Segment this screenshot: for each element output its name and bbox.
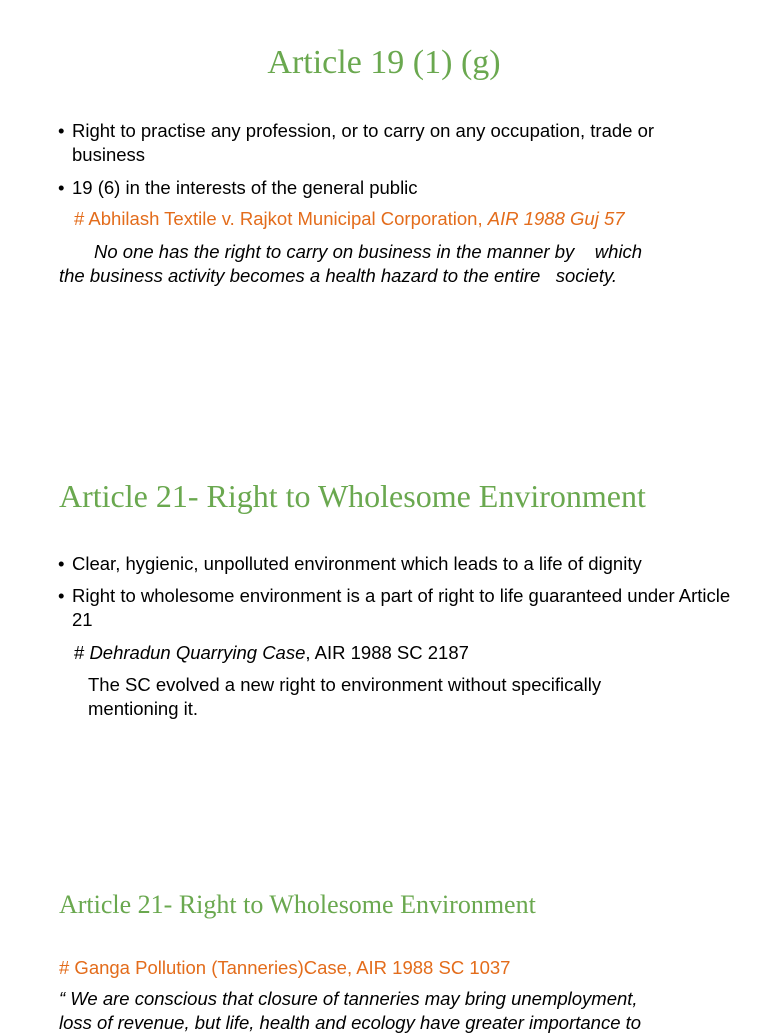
slide2-case-hash: # [74,642,90,663]
slide2-case-ref: , AIR 1988 SC 2187 [305,642,469,663]
slide1-citation-ref: AIR 1988 Guj 57 [487,208,625,229]
slide3-citation: # Ganga Pollution (Tanneries)Case, AIR 1988 SC 1037 [59,957,511,978]
slide2-bullet-2: • Right to wholesome environment is a part of right to life guaranteed under Article 21 [58,584,732,632]
slide1-citation [74,207,625,231]
slide1-title: Article 19 (1) (g) [267,44,501,81]
slide3-quote-line-2: loss of revenue, but life, health and ecology have greater importance to [59,1012,642,1033]
slide2-note: The SC evolved a new right to environment without specifically mentioning it. [88,674,602,719]
slide2-case-name: Dehradun Quarrying Case [89,642,306,663]
slide2-title: Article 21- Right to Wholesome Environment [59,478,646,514]
slide2-case-citation [74,641,469,665]
slide1-bullet-2: • 19 (6) in the interests of the general public [58,176,732,200]
slide2-bullet-1: • Clear, hygienic, unpolluted environment which leads to a life of dignity [58,552,732,576]
slide1-citation-case: # Abhilash Textile v. Rajkot Municipal Corporation, [74,208,488,229]
slide1-quote-line-2: the business activity becomes a health hazard to the entire society. [59,265,618,286]
slide1-quote-line-1: No one has the right to carry on business in the manner by which [94,241,643,262]
slide3-title: Article 21- Right to Wholesome Environment [59,890,536,919]
slide3-quote-line-1: “ We are conscious that closure of tanneries may bring unemployment, [59,988,638,1009]
slide1-bullet-1: • Right to practise any profession, or to carry on any occupation, trade or business [58,119,732,167]
